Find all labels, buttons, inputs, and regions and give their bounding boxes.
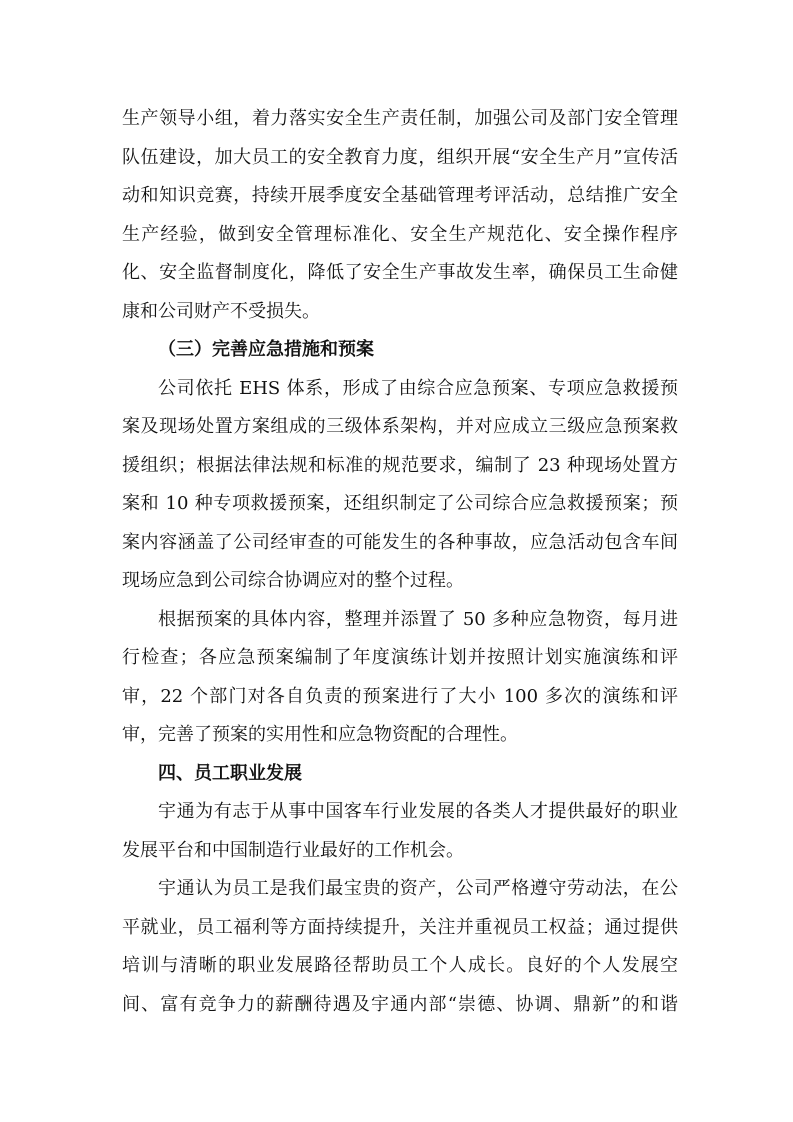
document-page [122, 100, 678, 1024]
paragraph-emergency-supplies: 根据预案的具体内容，整理并添置了 50 多种应急物资，每月进行检查；各应急预案编制了年度演练计划并按照计划实施演练和评审，22 个部门对各自负责的预案进行了大小 100 多次的演练和评审，完善了预案的实用性和应急物资配的合理性。 [122, 608, 678, 745]
paragraph-ehs-system: 公司依托 EHS 体系，形成了由综合应急预案、专项应急救援预案及现场处置方案组成的三级体系架构，并对应成立三级应急预案救援组织；根据法律法规和标准的规范要求，编制了 23 种现场处置方案和 10 种专项救援预案，还组织制定了公司综合应急救援预案；预案内容涵盖了公司经审查的可能发生的各种事故，应急活动包含车间现场应急到公司综合协调应对的整个过程。 [122, 377, 678, 591]
section-heading-emergency-plans: （三）完善应急措施和预案 [158, 339, 374, 360]
paragraph-safety-management: 生产领导小组，着力落实安全生产责任制，加强公司及部门安全管理队伍建设，加大员工的安全教育力度，组织开展“安全生产月”宣传活动和知识竞赛，持续开展季度安全基础管理考评活动，总结推广安全生产经验，做到安全管理标准化、安全生产规范化、安全操作程序化、安全监督制度化，降低了安全生产事故发生率，确保员工生命健康和公司财产不受损失。 [122, 108, 678, 322]
section-heading-career-development: 四、员工职业发展 [158, 762, 302, 784]
paragraph-career-platform: 宇通为有志于从事中国客车行业发展的各类人才提供最好的职业发展平台和中国制造行业最好的工作机会。 [122, 801, 678, 861]
paragraph-employee-assets: 宇通认为员工是我们最宝贵的资产，公司严格遵守劳动法，在公平就业，员工福利等方面持续提升，关注并重视员工权益；通过提供培训与清晰的职业发展路径帮助员工个人成长。良好的个人发展空间、富有竞争力的薪酬待遇及宇通内部“崇德、协调、鼎新”的和谐 [122, 878, 678, 1015]
